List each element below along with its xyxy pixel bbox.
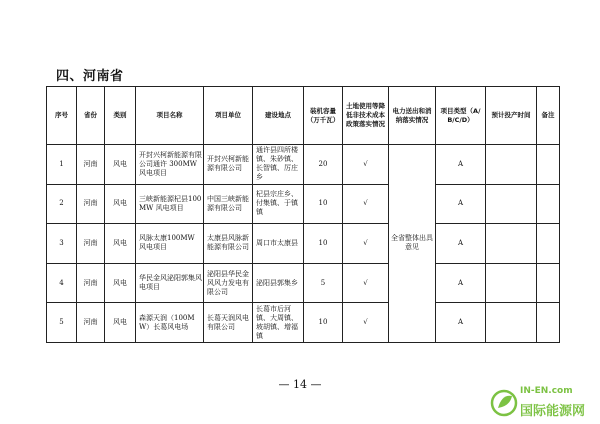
section-title: 四、河南省 <box>56 69 124 84</box>
cell-time <box>486 263 537 303</box>
header-location: 建设地点 <box>253 87 304 145</box>
cell-category: 风电 <box>105 145 136 185</box>
cell-type: A <box>436 263 486 303</box>
cell-unit: 泌阳县华民金风风力发电有限公司 <box>204 263 253 303</box>
cell-land: √ <box>343 184 389 224</box>
cell-land: √ <box>343 303 389 343</box>
cell-province: 河南 <box>77 224 105 264</box>
project-table <box>46 86 560 343</box>
cell-remark <box>537 145 560 185</box>
cell-time <box>486 303 537 343</box>
page-number: — 14 — <box>278 378 322 391</box>
cell-type: A <box>436 224 486 264</box>
cell-unit: 太康县风脉新能源有限公司 <box>204 224 253 264</box>
cell-type: A <box>436 184 486 224</box>
cell-name: 风脉太康100MW 风电项目 <box>136 224 204 264</box>
cell-name: 开封兴柯新能源有限公司通许 300MW 风电项目 <box>136 145 204 185</box>
header-remark: 备注 <box>537 87 560 145</box>
cell-category: 风电 <box>105 224 136 264</box>
cell-time <box>486 145 537 185</box>
header-type: 项目类型（A/B/C/D） <box>436 87 486 145</box>
cell-capacity: 10 <box>304 184 343 224</box>
header-category: 类别 <box>105 87 136 145</box>
header-province: 省份 <box>77 87 105 145</box>
cell-province: 河南 <box>77 263 105 303</box>
cell-location: 杞县宗庄乡、付集镇、于镇镇 <box>253 184 304 224</box>
header-capacity: 装机容量（万千瓦） <box>304 87 343 145</box>
cell-remark <box>537 224 560 264</box>
cell-type: A <box>436 145 486 185</box>
cell-no: 1 <box>47 145 77 185</box>
cell-land: √ <box>343 224 389 264</box>
cell-grid-merged: 全省整体出具意见 <box>389 145 436 343</box>
cell-remark <box>537 263 560 303</box>
cell-remark <box>537 303 560 343</box>
cell-province: 河南 <box>77 145 105 185</box>
cell-name: 华民金风泌阳郭集风电项目 <box>136 263 204 303</box>
cell-no: 3 <box>47 224 77 264</box>
cell-no: 5 <box>47 303 77 343</box>
table-row <box>47 145 560 185</box>
cell-name: 三峡新能源杞县100MW 风电项目 <box>136 184 204 224</box>
header-no: 序号 <box>47 87 77 145</box>
header-land: 土地使用等降低非技术成本政策落实情况 <box>343 87 389 145</box>
cell-location: 通许县四所楼镇、朱砂镇、长智镇、厉庄乡 <box>253 145 304 185</box>
cell-capacity: 20 <box>304 145 343 185</box>
cell-location: 周口市太康县 <box>253 224 304 264</box>
watermark-logo <box>490 384 600 424</box>
header-name: 项目名称 <box>136 87 204 145</box>
table-row <box>47 303 560 343</box>
cell-location: 长葛市后河镇、大周镇、坡胡镇、增福镇 <box>253 303 304 343</box>
cell-province: 河南 <box>77 184 105 224</box>
cell-location: 泌阳县郭集乡 <box>253 263 304 303</box>
cell-time <box>486 184 537 224</box>
leaf-logo-icon <box>490 388 518 418</box>
table-row <box>47 224 560 264</box>
table-header-row <box>47 87 560 145</box>
header-time: 预计投产时间 <box>486 87 537 145</box>
watermark-cn: 国际能源网 <box>520 404 586 419</box>
cell-unit: 开封兴柯新能源有限公司 <box>204 145 253 185</box>
cell-remark <box>537 184 560 224</box>
cell-category: 风电 <box>105 303 136 343</box>
cell-land: √ <box>343 263 389 303</box>
cell-unit: 长葛天润风电有限公司 <box>204 303 253 343</box>
header-grid: 电力送出和消纳落实情况 <box>389 87 436 145</box>
cell-category: 风电 <box>105 184 136 224</box>
header-unit: 项目单位 <box>204 87 253 145</box>
table-row <box>47 263 560 303</box>
cell-time <box>486 224 537 264</box>
cell-capacity: 10 <box>304 303 343 343</box>
cell-province: 河南 <box>77 303 105 343</box>
cell-no: 4 <box>47 263 77 303</box>
cell-type: A <box>436 303 486 343</box>
cell-land: √ <box>343 145 389 185</box>
cell-name: 森源天润（100MW）长葛风电场 <box>136 303 204 343</box>
cell-unit: 中国三峡新能源有限公司 <box>204 184 253 224</box>
cell-capacity: 5 <box>304 263 343 303</box>
watermark-en: IN-EN.com <box>520 386 573 396</box>
cell-no: 2 <box>47 184 77 224</box>
cell-capacity: 10 <box>304 224 343 264</box>
cell-category: 风电 <box>105 263 136 303</box>
table-row <box>47 184 560 224</box>
